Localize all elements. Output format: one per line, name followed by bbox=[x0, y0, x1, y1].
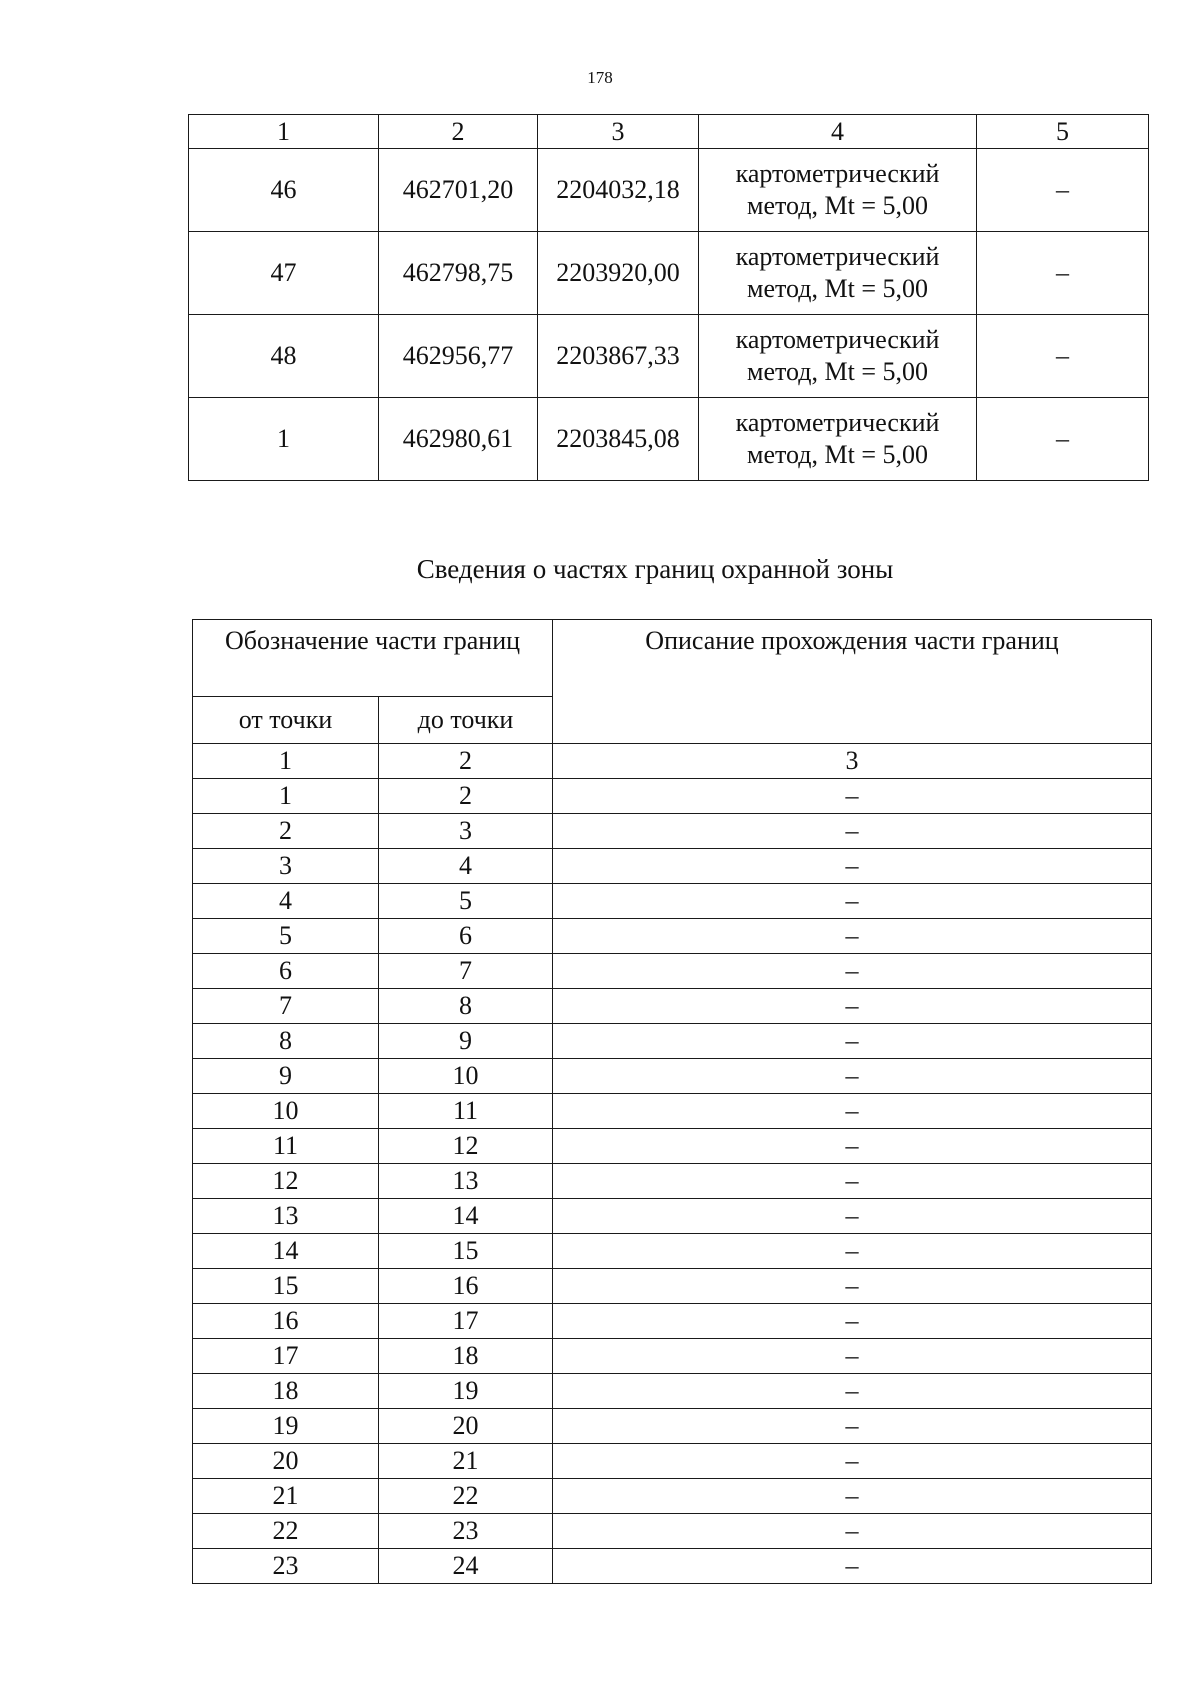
table-row bbox=[193, 919, 1152, 954]
from-point: 10 bbox=[193, 1094, 379, 1129]
table-row bbox=[193, 1444, 1152, 1479]
table-row bbox=[193, 1094, 1152, 1129]
point-id: 46 bbox=[189, 149, 379, 232]
column-numbering-row bbox=[193, 744, 1152, 779]
method-cell bbox=[699, 398, 977, 481]
to-point: 3 bbox=[379, 814, 553, 849]
coordinate-x: 462798,75 bbox=[379, 232, 538, 315]
from-point: 23 bbox=[193, 1549, 379, 1584]
from-point: 19 bbox=[193, 1409, 379, 1444]
method-line-1: картометрический bbox=[735, 159, 940, 188]
point-id: 1 bbox=[189, 398, 379, 481]
coordinate-row bbox=[189, 398, 1149, 481]
to-point: 18 bbox=[379, 1339, 553, 1374]
coordinate-y: 2203845,08 bbox=[538, 398, 699, 481]
coordinate-x: 462980,61 bbox=[379, 398, 538, 481]
part-description: – bbox=[553, 1024, 1152, 1059]
part-description: – bbox=[553, 1304, 1152, 1339]
to-point: 13 bbox=[379, 1164, 553, 1199]
coordinate-y: 2203867,33 bbox=[538, 315, 699, 398]
to-point: 15 bbox=[379, 1234, 553, 1269]
part-description: – bbox=[553, 1514, 1152, 1549]
from-point: 15 bbox=[193, 1269, 379, 1304]
coordinate-y: 2204032,18 bbox=[538, 149, 699, 232]
part-description: – bbox=[553, 779, 1152, 814]
column-number-3: 3 bbox=[553, 744, 1152, 779]
boundary-parts-table bbox=[192, 619, 1152, 1584]
method-line-2: метод, Mt = 5,00 bbox=[747, 357, 928, 386]
table-row bbox=[193, 1549, 1152, 1584]
table-row bbox=[193, 1199, 1152, 1234]
point-id: 47 bbox=[189, 232, 379, 315]
part-description: – bbox=[553, 1444, 1152, 1479]
section-title: Сведения о частях границ охранной зоны bbox=[416, 554, 894, 584]
column-number-1: 1 bbox=[193, 744, 379, 779]
method-line-1: картометрический bbox=[735, 242, 940, 271]
part-description: – bbox=[553, 919, 1152, 954]
to-point: 24 bbox=[379, 1549, 553, 1584]
from-point: 11 bbox=[193, 1129, 379, 1164]
to-point: 4 bbox=[379, 849, 553, 884]
from-point: 21 bbox=[193, 1479, 379, 1514]
method-cell bbox=[699, 232, 977, 315]
part-description: – bbox=[553, 954, 1152, 989]
table-row bbox=[193, 849, 1152, 884]
part-description: – bbox=[553, 1164, 1152, 1199]
part-description: – bbox=[553, 989, 1152, 1024]
from-point: 20 bbox=[193, 1444, 379, 1479]
table-row bbox=[193, 954, 1152, 989]
part-description: – bbox=[553, 1269, 1152, 1304]
table-row bbox=[193, 1164, 1152, 1199]
from-point: 22 bbox=[193, 1514, 379, 1549]
table-row bbox=[193, 779, 1152, 814]
method-line-2: метод, Mt = 5,00 bbox=[747, 440, 928, 469]
table-row bbox=[193, 1374, 1152, 1409]
part-description: – bbox=[553, 1339, 1152, 1374]
boundary-parts-body bbox=[193, 620, 1152, 1584]
coordinate-y: 2203920,00 bbox=[538, 232, 699, 315]
to-point: 21 bbox=[379, 1444, 553, 1479]
column-number-3: 3 bbox=[538, 115, 699, 149]
to-point: 17 bbox=[379, 1304, 553, 1339]
part-description: – bbox=[553, 814, 1152, 849]
coordinates-table bbox=[188, 114, 1149, 481]
method-cell bbox=[699, 315, 977, 398]
to-point: 10 bbox=[379, 1059, 553, 1094]
to-point: 14 bbox=[379, 1199, 553, 1234]
from-point: 18 bbox=[193, 1374, 379, 1409]
table-row bbox=[193, 1234, 1152, 1269]
to-point: 16 bbox=[379, 1269, 553, 1304]
from-point: 1 bbox=[193, 779, 379, 814]
from-point: 12 bbox=[193, 1164, 379, 1199]
column-number-1: 1 bbox=[189, 115, 379, 149]
part-description: – bbox=[553, 1374, 1152, 1409]
from-point-header: от точки bbox=[193, 697, 379, 744]
to-point: 22 bbox=[379, 1479, 553, 1514]
table-row bbox=[193, 1339, 1152, 1374]
from-point: 8 bbox=[193, 1024, 379, 1059]
to-point: 9 bbox=[379, 1024, 553, 1059]
to-point: 7 bbox=[379, 954, 553, 989]
table-row bbox=[193, 1129, 1152, 1164]
from-point: 13 bbox=[193, 1199, 379, 1234]
part-description: – bbox=[553, 1549, 1152, 1584]
coordinate-row bbox=[189, 149, 1149, 232]
note-cell: – bbox=[977, 232, 1149, 315]
coordinate-row bbox=[189, 232, 1149, 315]
to-point: 6 bbox=[379, 919, 553, 954]
to-point: 11 bbox=[379, 1094, 553, 1129]
coordinate-row bbox=[189, 315, 1149, 398]
column-number-2: 2 bbox=[379, 744, 553, 779]
point-id: 48 bbox=[189, 315, 379, 398]
part-description: – bbox=[553, 1409, 1152, 1444]
from-point: 17 bbox=[193, 1339, 379, 1374]
column-number-2: 2 bbox=[379, 115, 538, 149]
to-point: 8 bbox=[379, 989, 553, 1024]
coordinates-header-row bbox=[189, 115, 1149, 149]
table-row bbox=[193, 1269, 1152, 1304]
to-point: 2 bbox=[379, 779, 553, 814]
table-row bbox=[193, 989, 1152, 1024]
parts-header-row bbox=[193, 620, 1152, 697]
part-description: – bbox=[553, 1094, 1152, 1129]
table-row bbox=[193, 1514, 1152, 1549]
to-point: 12 bbox=[379, 1129, 553, 1164]
table-row bbox=[193, 1409, 1152, 1444]
method-line-1: картометрический bbox=[735, 408, 940, 437]
table-row bbox=[193, 1479, 1152, 1514]
page-number: 178 bbox=[587, 68, 613, 87]
part-description: – bbox=[553, 1234, 1152, 1269]
method-line-2: метод, Mt = 5,00 bbox=[747, 274, 928, 303]
table-row bbox=[193, 1024, 1152, 1059]
table-row bbox=[193, 884, 1152, 919]
to-point: 19 bbox=[379, 1374, 553, 1409]
from-point: 7 bbox=[193, 989, 379, 1024]
method-line-1: картометрический bbox=[735, 325, 940, 354]
part-description: – bbox=[553, 1479, 1152, 1514]
part-description: – bbox=[553, 849, 1152, 884]
from-point: 4 bbox=[193, 884, 379, 919]
method-line-2: метод, Mt = 5,00 bbox=[747, 191, 928, 220]
part-description: – bbox=[553, 1129, 1152, 1164]
table-row bbox=[193, 1304, 1152, 1339]
method-cell bbox=[699, 149, 977, 232]
note-cell: – bbox=[977, 398, 1149, 481]
from-point: 14 bbox=[193, 1234, 379, 1269]
table-row bbox=[193, 1059, 1152, 1094]
part-description: – bbox=[553, 1199, 1152, 1234]
from-point: 9 bbox=[193, 1059, 379, 1094]
to-point: 20 bbox=[379, 1409, 553, 1444]
column-number-5: 5 bbox=[977, 115, 1149, 149]
part-description: – bbox=[553, 884, 1152, 919]
from-point: 16 bbox=[193, 1304, 379, 1339]
to-point: 23 bbox=[379, 1514, 553, 1549]
coordinate-x: 462701,20 bbox=[379, 149, 538, 232]
to-point: 5 bbox=[379, 884, 553, 919]
from-point: 3 bbox=[193, 849, 379, 884]
from-point: 6 bbox=[193, 954, 379, 989]
coordinate-x: 462956,77 bbox=[379, 315, 538, 398]
note-cell: – bbox=[977, 149, 1149, 232]
column-number-4: 4 bbox=[699, 115, 977, 149]
part-description: – bbox=[553, 1059, 1152, 1094]
table-row bbox=[193, 814, 1152, 849]
part-description-header: Описание прохождения части границ bbox=[553, 620, 1152, 744]
from-point: 5 bbox=[193, 919, 379, 954]
from-point: 2 bbox=[193, 814, 379, 849]
note-cell: – bbox=[977, 315, 1149, 398]
to-point-header: до точки bbox=[379, 697, 553, 744]
part-designation-header: Обозначение части границ bbox=[193, 620, 553, 697]
